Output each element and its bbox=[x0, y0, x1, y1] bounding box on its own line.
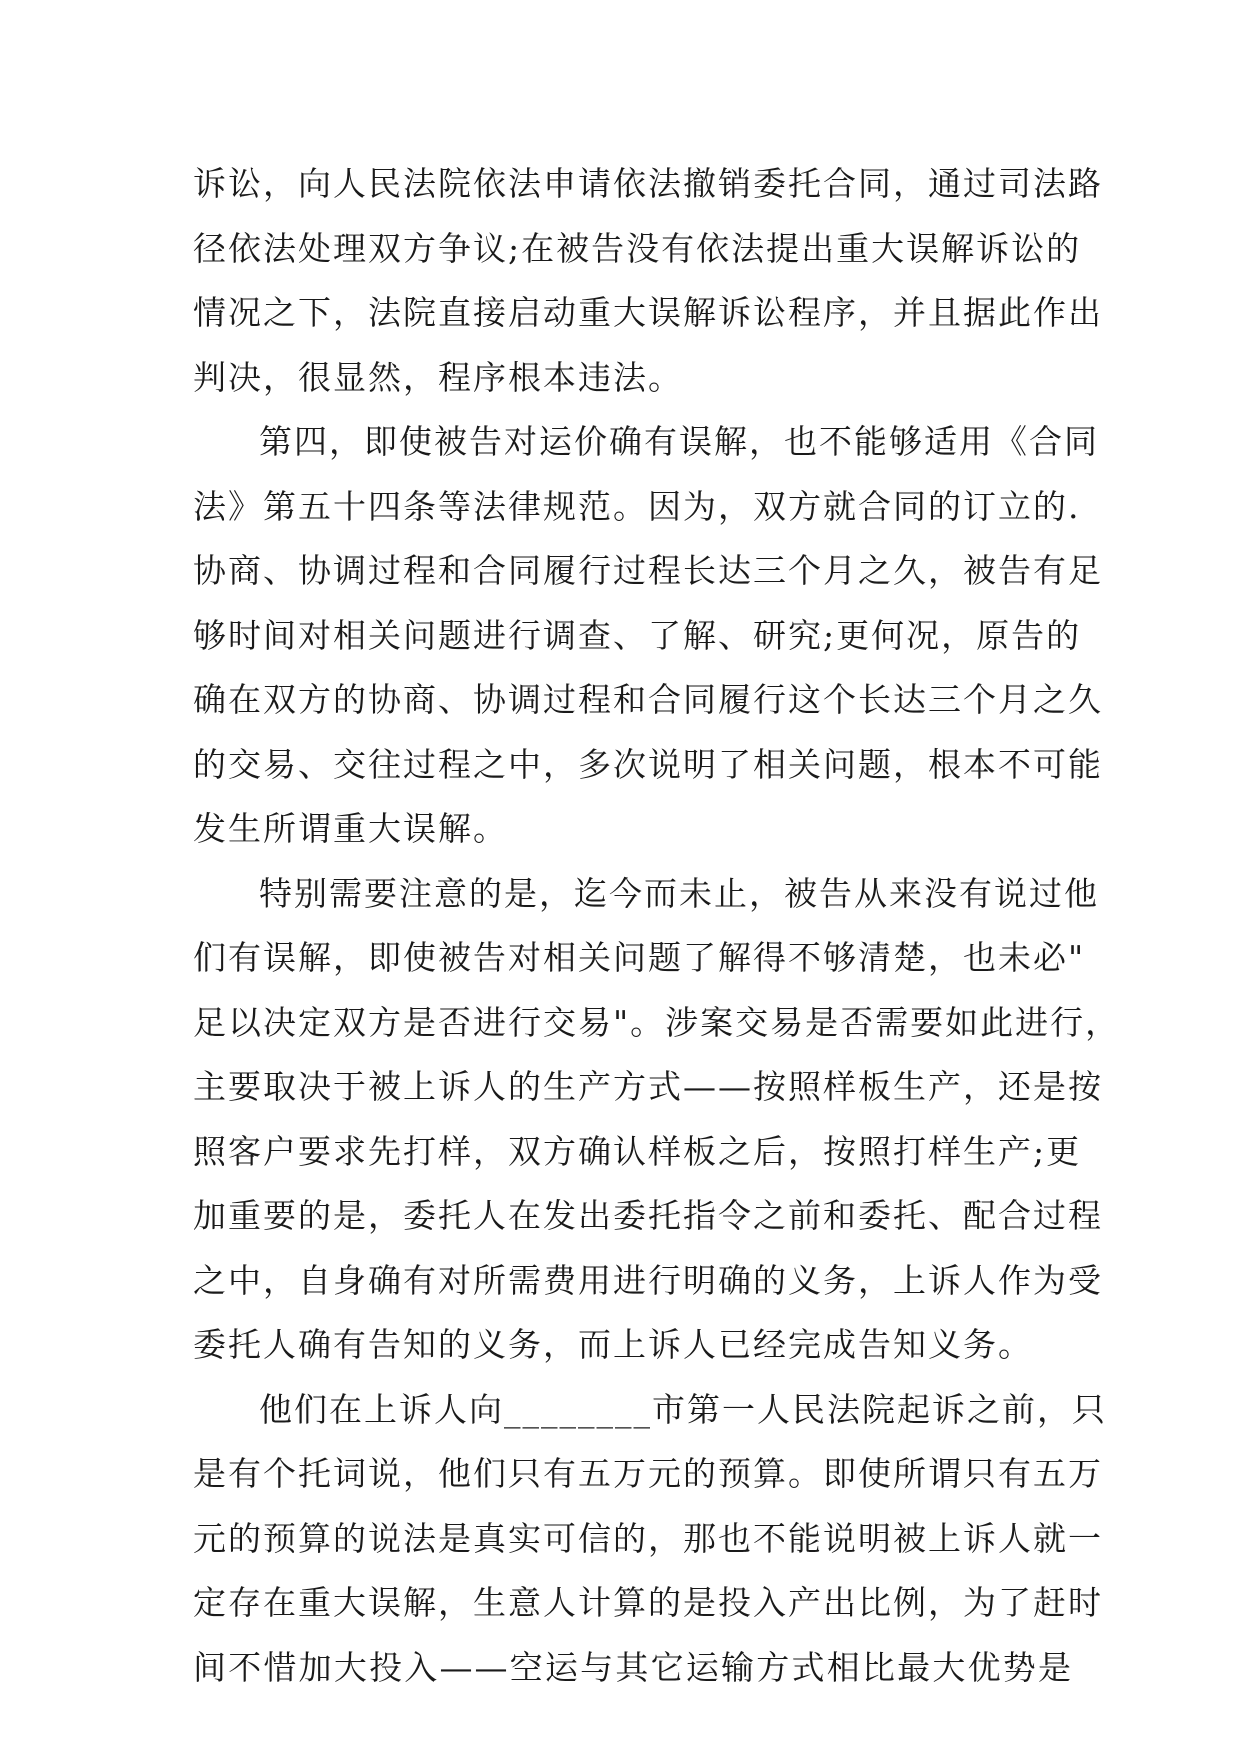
text-line: 委托人确有告知的义务，而上诉人已经完成告知义务。 bbox=[193, 1325, 1033, 1364]
text-line: 诉讼，向人民法院依法申请依法撤销委托合同，通过司法路 bbox=[193, 164, 1103, 203]
body-text bbox=[193, 152, 1121, 1700]
text-line: 确在双方的协商、协调过程和合同履行这个长达三个月之久 bbox=[193, 680, 1103, 719]
text-line: 是有个托词说，他们只有五万元的预算。即使所谓只有五万 bbox=[193, 1454, 1103, 1493]
paragraph-3 bbox=[193, 862, 1121, 1378]
text-line: 之中，自身确有对所需费用进行明确的义务，上诉人作为受 bbox=[193, 1260, 1103, 1300]
text-line: 径依法处理双方争议;在被告没有依法提出重大误解诉讼的 bbox=[193, 228, 1082, 268]
text-line: 间不惜加大投入——空运与其它运输方式相比最大优势是 bbox=[193, 1647, 1073, 1687]
text-line: 第四，即使被告对运价确有误解，也不能够适用《合同 bbox=[259, 422, 1099, 461]
text-line: 的交易、交往过程之中，多次说明了相关问题，根本不可能 bbox=[193, 744, 1103, 784]
text-line: 发生所谓重大误解。 bbox=[193, 809, 508, 848]
text-line: 协商、协调过程和合同履行过程长达三个月之久，被告有足 bbox=[193, 551, 1103, 590]
text-line: 法》第五十四条等法律规范。因为，双方就合同的订立的. bbox=[193, 486, 1081, 526]
text-line: 情况之下，法院直接启动重大误解诉讼程序，并且据此作出 bbox=[193, 293, 1103, 332]
paragraph-1 bbox=[193, 152, 1103, 410]
text-line: 们有误解，即使被告对相关问题了解得不够清楚，也未必" bbox=[193, 938, 1086, 977]
text-line: 判决，很显然，程序根本违法。 bbox=[193, 357, 683, 397]
text-line: 照客户要求先打样，双方确认样板之后，按照打样生产;更 bbox=[193, 1131, 1082, 1171]
text-line: 足以决定双方是否进行交易"。涉案交易是否需要如此进行， bbox=[193, 1002, 1121, 1042]
text-line: 主要取决于被上诉人的生产方式——按照样板生产，还是按 bbox=[193, 1067, 1103, 1106]
text-line: 元的预算的说法是真实可信的，那也不能说明被上诉人就一 bbox=[193, 1518, 1103, 1558]
text-line: 定存在重大误解，生意人计算的是投入产出比例，为了赶时 bbox=[193, 1583, 1103, 1622]
text-line: 加重要的是，委托人在发出委托指令之前和委托、配合过程 bbox=[193, 1196, 1103, 1235]
paragraph-4 bbox=[193, 1378, 1107, 1701]
text-line: 他们在上诉人向________市第一人民法院起诉之前，只 bbox=[259, 1389, 1107, 1429]
paragraph-2 bbox=[193, 410, 1103, 862]
text-line: 够时间对相关问题进行调查、了解、研究;更何况，原告的 bbox=[193, 615, 1082, 655]
text-line: 特别需要注意的是，迄今而未止，被告从来没有说过他 bbox=[259, 873, 1099, 913]
